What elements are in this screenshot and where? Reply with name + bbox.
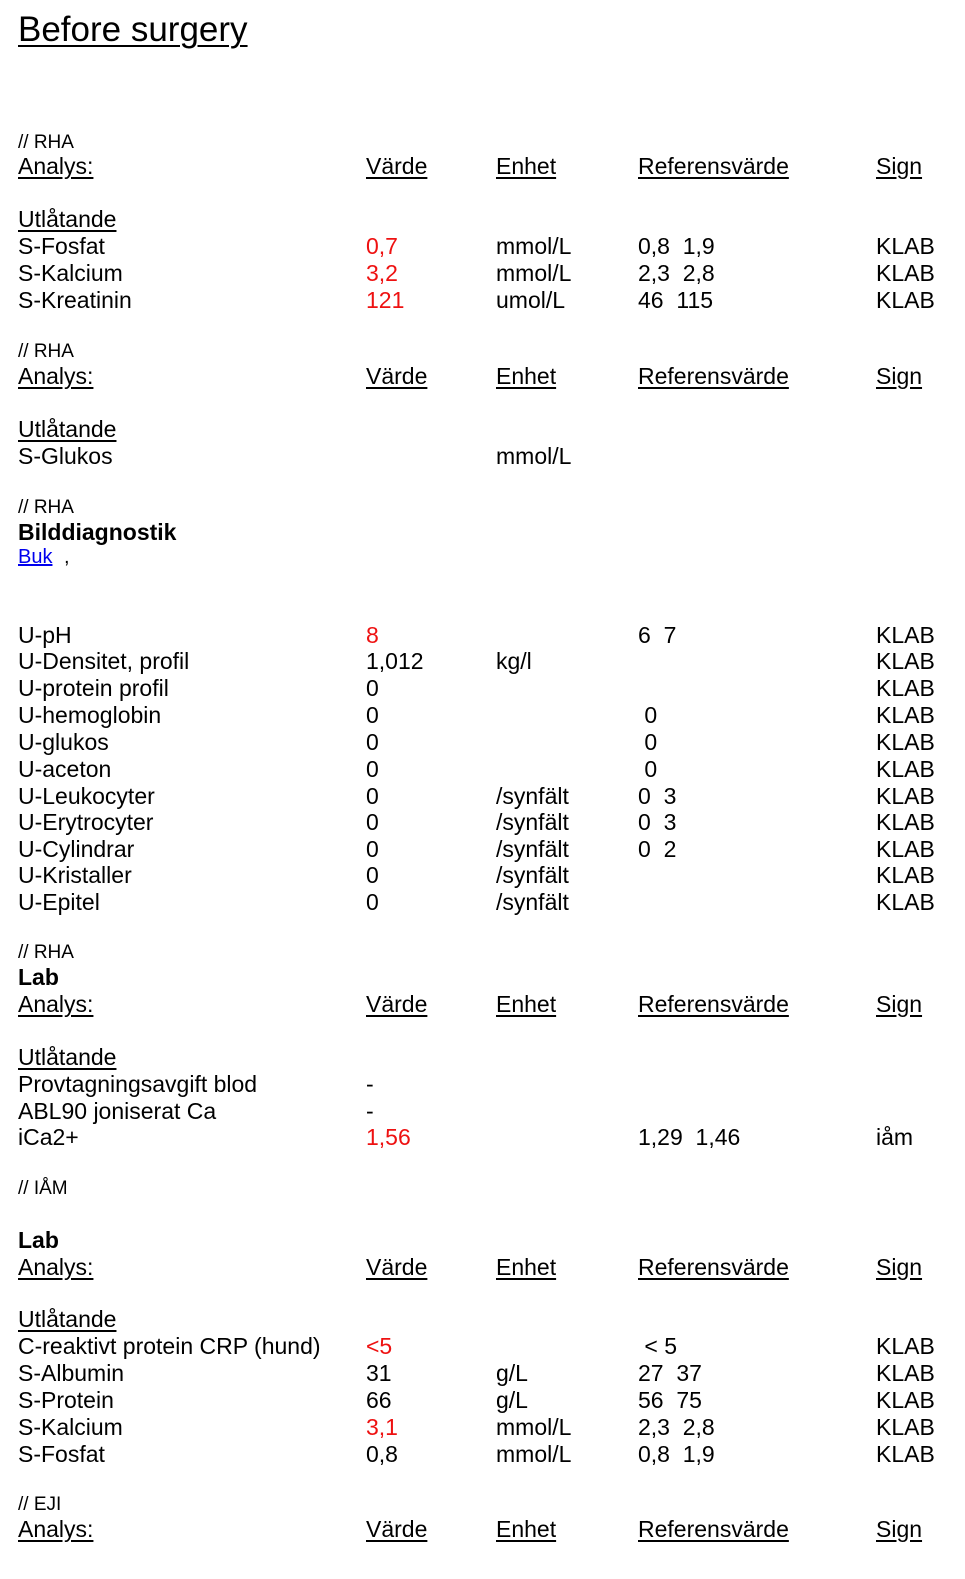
header-referensvarde: Referensvärde: [638, 153, 789, 179]
utlatande-label: Utlåtande: [18, 1306, 117, 1332]
header-varde: Värde: [366, 363, 428, 389]
analysis-name: S-Fosfat: [18, 233, 105, 259]
header-enhet: Enhet: [496, 1516, 557, 1542]
analysis-value: 0: [366, 889, 379, 915]
section-tag: // RHA: [18, 497, 74, 518]
analysis-reference: 0: [638, 756, 658, 782]
analysis-name: U-protein profil: [18, 675, 169, 701]
analysis-reference: 0: [638, 729, 658, 755]
analysis-name: S-Glukos: [18, 443, 113, 469]
analysis-value: 0,8: [366, 1441, 398, 1467]
analysis-sign: KLAB: [876, 756, 935, 782]
header-referensvarde: Referensvärde: [638, 991, 789, 1017]
analysis-sign: KLAB: [876, 729, 935, 755]
analysis-value: 0: [366, 836, 379, 862]
analysis-name: U-Leukocyter: [18, 783, 155, 809]
header-referensvarde: Referensvärde: [638, 1516, 789, 1542]
header-sign: Sign: [876, 363, 923, 389]
analysis-unit: mmol/L: [496, 443, 572, 469]
analysis-unit: g/L: [496, 1360, 528, 1386]
analysis-value: 121: [366, 287, 405, 313]
analysis-value: 3,2: [366, 260, 398, 286]
analysis-value: 1,56: [366, 1124, 411, 1150]
analysis-sign: KLAB: [876, 622, 935, 648]
analysis-sign: KLAB: [876, 648, 935, 674]
utlatande-label: Utlåtande: [18, 416, 117, 442]
analysis-value: 0,7: [366, 233, 398, 259]
utlatande-label: Utlåtande: [18, 1044, 117, 1070]
analysis-name: S-Kalcium: [18, 1414, 123, 1440]
analysis-value: 0: [366, 702, 379, 728]
page-title: Before surgery: [18, 10, 248, 49]
analysis-sign: KLAB: [876, 1414, 935, 1440]
section-heading: Lab: [18, 964, 59, 990]
header-enhet: Enhet: [496, 363, 557, 389]
analysis-sign: iåm: [876, 1124, 914, 1150]
analysis-name: S-Kalcium: [18, 260, 123, 286]
analysis-value: 0: [366, 783, 379, 809]
header-enhet: Enhet: [496, 153, 557, 179]
header-varde: Värde: [366, 153, 428, 179]
analysis-reference: 46 115: [638, 287, 714, 313]
analysis-unit: mmol/L: [496, 1414, 572, 1440]
section-tag: // RHA: [18, 341, 74, 362]
header-sign: Sign: [876, 1516, 923, 1542]
section-tag: // IÅM: [18, 1178, 68, 1199]
header-analys: Analys:: [18, 991, 94, 1017]
analysis-unit: /synfält: [496, 809, 569, 835]
header-varde: Värde: [366, 991, 428, 1017]
analysis-reference: 2,3 2,8: [638, 1414, 715, 1440]
analysis-reference: 2,3 2,8: [638, 260, 715, 286]
analysis-value: 0: [366, 729, 379, 755]
section-heading: Bilddiagnostik: [18, 519, 177, 545]
analysis-reference: 0 3: [638, 783, 677, 809]
analysis-value: 8: [366, 622, 379, 648]
analysis-reference: 0 3: [638, 809, 677, 835]
analysis-unit: /synfält: [496, 836, 569, 862]
analysis-unit: mmol/L: [496, 233, 572, 259]
analysis-value: 66: [366, 1387, 392, 1413]
analysis-sign: KLAB: [876, 287, 935, 313]
analysis-unit: g/L: [496, 1387, 528, 1413]
header-analys: Analys:: [18, 153, 94, 179]
analysis-sign: KLAB: [876, 836, 935, 862]
analysis-sign: KLAB: [876, 1333, 935, 1359]
header-sign: Sign: [876, 1254, 923, 1280]
header-varde: Värde: [366, 1254, 428, 1280]
analysis-reference: 0: [638, 702, 658, 728]
analysis-name: U-Cylindrar: [18, 836, 135, 862]
analysis-sign: KLAB: [876, 260, 935, 286]
analysis-sign: KLAB: [876, 862, 935, 888]
analysis-reference: 56 75: [638, 1387, 702, 1413]
analysis-name: S-Protein: [18, 1387, 114, 1413]
header-enhet: Enhet: [496, 991, 557, 1017]
analysis-unit: mmol/L: [496, 260, 572, 286]
header-sign: Sign: [876, 153, 923, 179]
analysis-value: 0: [366, 809, 379, 835]
analysis-unit: kg/l: [496, 648, 532, 674]
header-varde: Värde: [366, 1516, 428, 1542]
analysis-unit: /synfält: [496, 889, 569, 915]
analysis-sign: KLAB: [876, 809, 935, 835]
section-tag: // EJI: [18, 1494, 62, 1515]
analysis-sign: KLAB: [876, 1360, 935, 1386]
analysis-value: 3,1: [366, 1414, 398, 1440]
header-analys: Analys:: [18, 1254, 94, 1280]
analysis-value: 0: [366, 756, 379, 782]
analysis-value: <5: [366, 1333, 393, 1359]
buk-link[interactable]: Buk: [18, 546, 53, 568]
analysis-reference: < 5: [638, 1333, 678, 1359]
analysis-reference: 6 7: [638, 622, 677, 648]
analysis-name: Provtagningsavgift blod: [18, 1071, 258, 1097]
header-analys: Analys:: [18, 363, 94, 389]
analysis-unit: mmol/L: [496, 1441, 572, 1467]
utlatande-label: Utlåtande: [18, 206, 117, 232]
analysis-name: U-Epitel: [18, 889, 100, 915]
analysis-value: 0: [366, 862, 379, 888]
analysis-name: U-pH: [18, 622, 72, 648]
analysis-sign: KLAB: [876, 702, 935, 728]
analysis-name: U-aceton: [18, 756, 112, 782]
header-sign: Sign: [876, 991, 923, 1017]
analysis-sign: KLAB: [876, 233, 935, 259]
analysis-sign: KLAB: [876, 889, 935, 915]
analysis-name: U-hemoglobin: [18, 702, 162, 728]
analysis-name: U-Erytrocyter: [18, 809, 154, 835]
analysis-sign: KLAB: [876, 1387, 935, 1413]
section-heading: Lab: [18, 1227, 59, 1253]
analysis-unit: /synfält: [496, 862, 569, 888]
analysis-name: S-Kreatinin: [18, 287, 132, 313]
analysis-reference: 0,8 1,9: [638, 233, 715, 259]
analysis-value: 0: [366, 675, 379, 701]
analysis-unit: /synfält: [496, 783, 569, 809]
analysis-name: U-Kristaller: [18, 862, 132, 888]
analysis-value: 1,012: [366, 648, 424, 674]
analysis-sign: KLAB: [876, 1441, 935, 1467]
analysis-reference: 0,8 1,9: [638, 1441, 715, 1467]
analysis-name: iCa2+: [18, 1124, 79, 1150]
section-tag: // RHA: [18, 942, 74, 963]
analysis-value: -: [366, 1098, 374, 1124]
header-enhet: Enhet: [496, 1254, 557, 1280]
analysis-name: U-Densitet, profil: [18, 648, 190, 674]
analysis-name: ABL90 joniserat Ca: [18, 1098, 217, 1124]
header-analys: Analys:: [18, 1516, 94, 1542]
section-tag: // RHA: [18, 132, 74, 153]
analysis-reference: 1,29 1,46: [638, 1124, 741, 1150]
analysis-unit: umol/L: [496, 287, 566, 313]
analysis-name: U-glukos: [18, 729, 109, 755]
analysis-value: 31: [366, 1360, 392, 1386]
analysis-value: -: [366, 1071, 374, 1097]
analysis-name: S-Fosfat: [18, 1441, 105, 1467]
analysis-sign: KLAB: [876, 783, 935, 809]
analysis-reference: 0 2: [638, 836, 677, 862]
analysis-reference: 27 37: [638, 1360, 702, 1386]
analysis-name: C-reaktivt protein CRP (hund): [18, 1333, 321, 1359]
imaging-link-row: [18, 547, 70, 567]
analysis-sign: KLAB: [876, 675, 935, 701]
analysis-name: S-Albumin: [18, 1360, 125, 1386]
header-referensvarde: Referensvärde: [638, 1254, 789, 1280]
link-suffix: ,: [58, 546, 70, 568]
header-referensvarde: Referensvärde: [638, 363, 789, 389]
